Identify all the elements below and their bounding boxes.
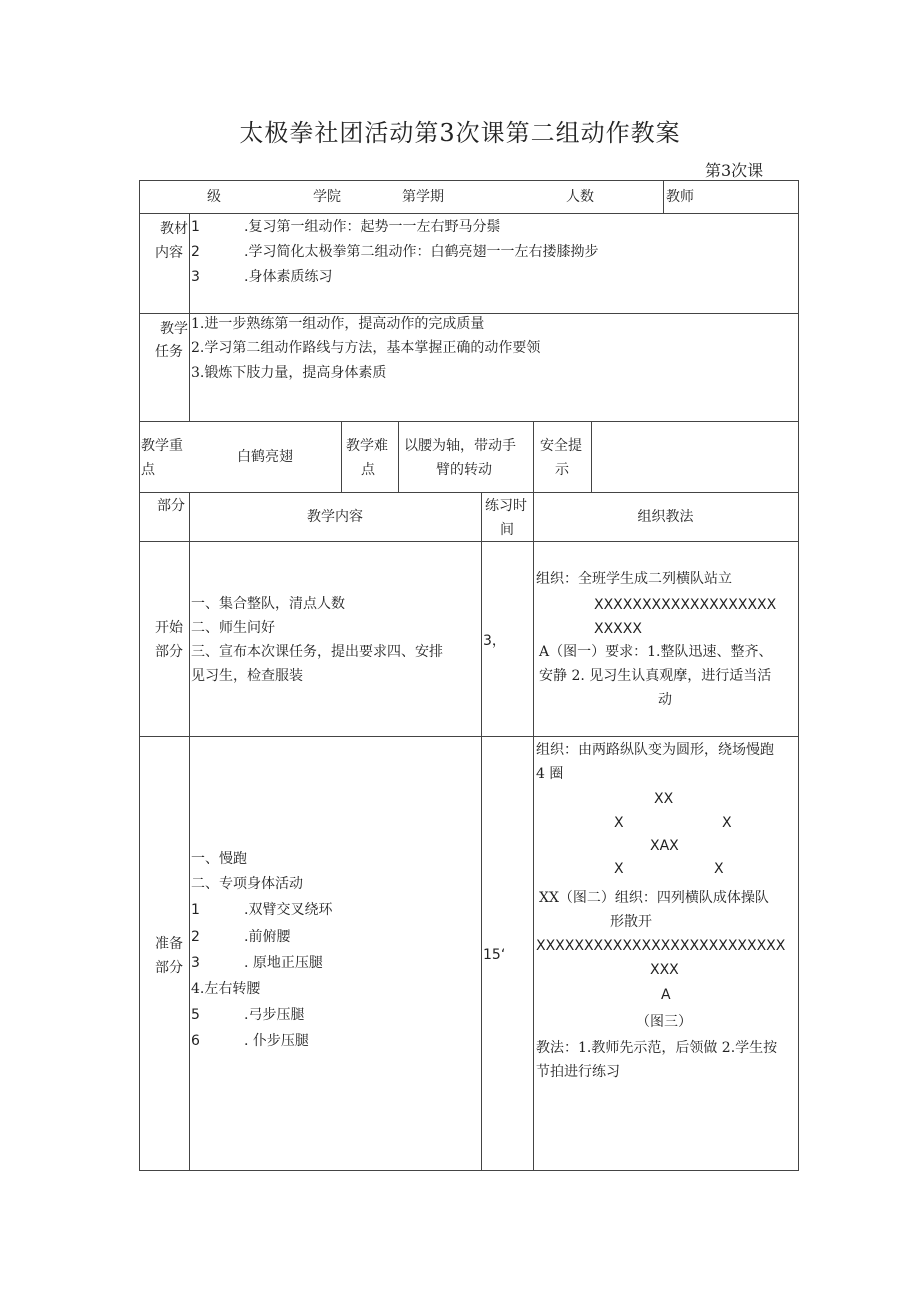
key-label-1: 教学重	[141, 438, 183, 454]
prep-method-line: 组织：由两路纵队变为圆形，绕场慢跑	[536, 742, 774, 758]
prep-content-line: .弓步压腿	[244, 1007, 305, 1023]
col-time-2: 间	[500, 522, 514, 538]
safety-label-1: 安全提	[540, 438, 582, 454]
prep-content-line: . 仆步压腿	[244, 1033, 309, 1049]
task-item: 2.学习第二组动作路线与方法，基本掌握正确的动作要领	[191, 340, 541, 356]
prep-label-1: 准备	[155, 936, 183, 952]
col-time-1: 练习时	[485, 498, 527, 514]
teacher-label: 教师	[666, 189, 694, 205]
count-label: 人数	[566, 189, 594, 205]
formation-mark: XX	[654, 791, 674, 807]
start-time: 3，	[483, 633, 506, 649]
formation-mark: X	[722, 815, 732, 831]
start-label-2: 部分	[155, 644, 183, 660]
prep-method-line: 4 圈	[536, 766, 564, 782]
prep-label-2: 部分	[155, 960, 183, 976]
start-content-line: 见习生，检查服装	[191, 668, 303, 684]
key-point-value: 白鹤亮翅	[237, 449, 293, 465]
difficulty-label-1: 教学难	[346, 438, 388, 454]
start-method-line: 安静 2. 见习生认真观摩，进行适当活	[539, 668, 772, 684]
formation-mark: X	[714, 861, 724, 877]
start-method-line: 动	[658, 692, 672, 708]
difficulty-value-1: 以腰为轴，带动手	[404, 438, 516, 454]
prep-content-line: .前俯腰	[244, 929, 291, 945]
prep-method-line: 形散开	[610, 914, 652, 930]
materials-label-1: 教材	[160, 221, 188, 237]
tasks-label-2: 任务	[155, 344, 183, 360]
prep-method-line: 节拍进行练习	[536, 1064, 620, 1080]
start-content-line: 一、集合整队，清点人数	[191, 596, 345, 612]
col-method: 组织教法	[637, 509, 694, 525]
task-item: 1.进一步熟练第一组动作，提高动作的完成质量	[191, 316, 485, 332]
safety-label-2: 示	[555, 462, 569, 478]
col-part: 部分	[157, 498, 185, 514]
materials-label-2: 内容	[155, 245, 183, 261]
difficulty-label-2: 点	[361, 462, 375, 478]
formation-mark: XAX	[650, 838, 679, 854]
prep-content-line: 4.左右转腰	[191, 981, 261, 997]
start-method-line: A（图一）要求：1.整队迅速、整齐、	[539, 644, 773, 660]
prep-method-line: 教法：1.教师先示范，后领做 2.学生按	[536, 1040, 778, 1056]
page-title: 太极拳社团活动第3次课第二组动作教案	[239, 119, 681, 147]
formation-row: XXXXXXXXXXXXXXXXXXX	[594, 597, 777, 613]
material-item: .学习简化太极拳第二组动作：白鹤亮翅一一左右搂膝拗步	[244, 244, 599, 260]
material-item: .身体素质练习	[244, 269, 333, 285]
formation-row: XXXXX	[594, 621, 642, 637]
lesson-number: 第3次课	[705, 161, 764, 180]
formation-row: XXXXXXXXXXXXXXXXXXXXXXXXXX	[536, 938, 786, 954]
start-method-line: 组织：全班学生成二列横队站立	[536, 571, 732, 587]
start-label-1: 开始	[155, 620, 183, 636]
college-label: 学院	[313, 189, 341, 205]
difficulty-value-2: 臂的转动	[436, 462, 492, 478]
grade-label: 级	[207, 189, 221, 205]
task-item: 3.锻炼下肢力量，提高身体素质	[191, 365, 387, 381]
formation-row: XXX	[650, 962, 679, 978]
prep-content-line: .双臂交叉绕环	[244, 902, 333, 918]
prep-content-num: 5	[191, 1007, 200, 1023]
prep-content-line: 二、专项身体活动	[191, 876, 303, 892]
material-num: 2	[191, 244, 200, 260]
prep-content-line: . 原地正压腿	[244, 955, 323, 971]
prep-content-num: 1	[191, 902, 200, 918]
col-content: 教学内容	[307, 509, 363, 525]
prep-time: 15‘	[483, 947, 506, 963]
start-content-line: 三、宣布本次课任务，提出要求四、安排	[191, 644, 443, 660]
prep-content-line: 一、慢跑	[191, 851, 247, 867]
formation-mark: X	[614, 861, 624, 877]
prep-content-num: 3	[191, 955, 200, 971]
teacher-mark: A	[661, 987, 671, 1003]
tasks-label-1: 教学	[160, 321, 188, 337]
prep-method-line: XX（图二）组织：四列横队成体操队	[539, 890, 769, 906]
start-content-line: 二、师生问好	[191, 620, 275, 636]
material-num: 1	[191, 219, 200, 235]
semester-label: 第学期	[402, 189, 444, 205]
material-num: 3	[191, 269, 200, 285]
prep-content-num: 6	[191, 1033, 200, 1049]
formation-mark: X	[614, 815, 624, 831]
material-item: .复习第一组动作：起势一一左右野马分鬃	[244, 219, 501, 235]
prep-content-num: 2	[191, 929, 200, 945]
key-label-2: 点	[141, 462, 155, 478]
figure-caption: （图三）	[636, 1014, 692, 1030]
